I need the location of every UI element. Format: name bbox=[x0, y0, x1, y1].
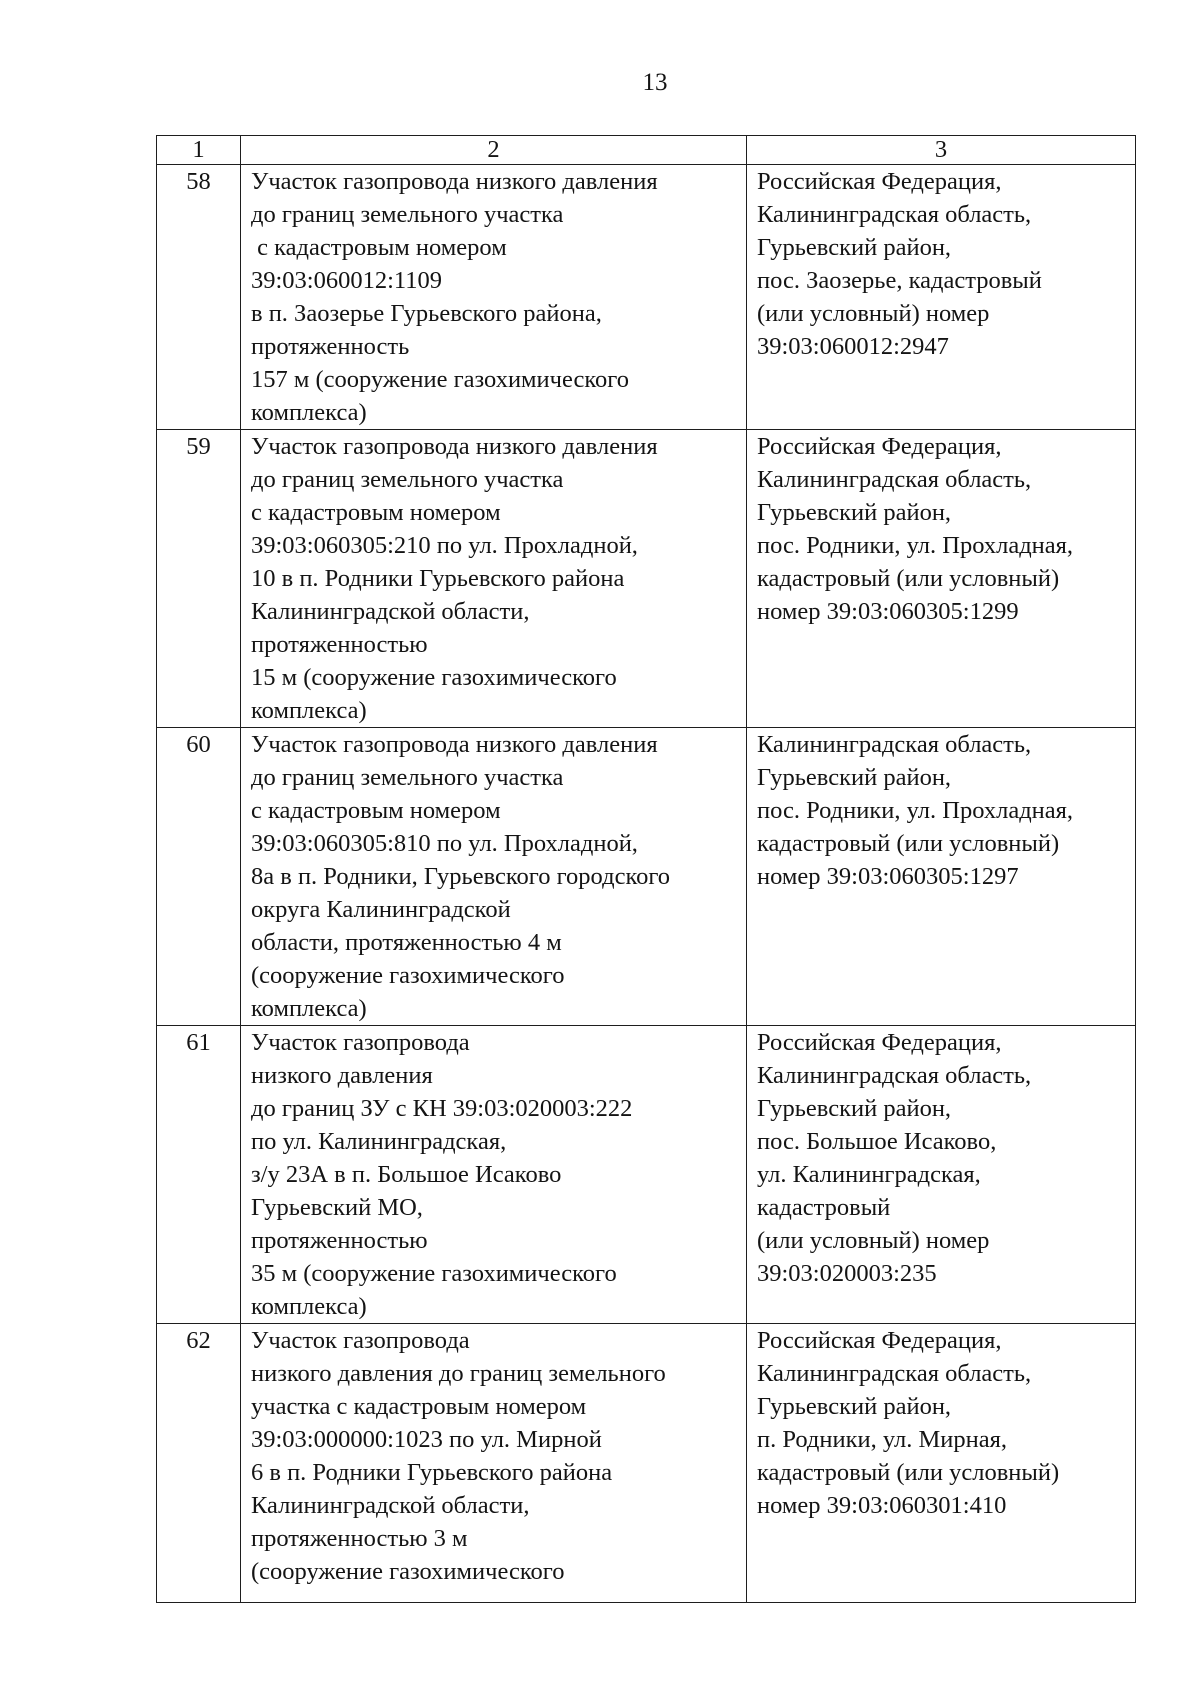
address-line: 39:03:060012:2947 bbox=[757, 333, 949, 360]
object-line: Участок газопровода bbox=[251, 1327, 470, 1354]
table-row bbox=[157, 165, 1136, 430]
object-line: (сооружение газохимического bbox=[251, 1558, 565, 1585]
header-col-1: 1 bbox=[157, 136, 241, 165]
table-row bbox=[157, 1026, 1136, 1324]
object-line: протяженностью bbox=[251, 631, 428, 658]
object-line: низкого давления до границ земельного bbox=[251, 1360, 666, 1387]
header-col-2: 2 bbox=[241, 136, 747, 165]
address-line: кадастровый (или условный) bbox=[757, 565, 1060, 592]
object-line: протяженность bbox=[251, 333, 410, 360]
address-line: Российская Федерация, bbox=[757, 433, 1002, 460]
object-line: Калининградской области, bbox=[251, 598, 530, 625]
object-line: комплекса) bbox=[251, 1293, 367, 1320]
address-line: Российская Федерация, bbox=[757, 168, 1002, 195]
object-line: 157 м (сооружение газохимического bbox=[251, 366, 629, 393]
page-number: 13 bbox=[642, 69, 668, 96]
address-line: кадастровый (или условный) bbox=[757, 830, 1060, 857]
address-line: пос. Большое Исаково, bbox=[757, 1128, 997, 1155]
address-line: (или условный) номер bbox=[757, 1227, 990, 1254]
object-line: 39:03:060305:810 по ул. Прохладной, bbox=[251, 830, 638, 857]
object-line: Участок газопровода низкого давления bbox=[251, 731, 658, 758]
object-line: по ул. Калининградская, bbox=[251, 1128, 507, 1155]
address-line: кадастровый bbox=[757, 1194, 891, 1221]
row-number: 59 bbox=[186, 433, 211, 460]
object-line: Участок газопровода низкого давления bbox=[251, 168, 658, 195]
address-line: Гурьевский район, bbox=[757, 1393, 952, 1420]
address-line: ул. Калининградская, bbox=[757, 1161, 981, 1188]
object-line: с кадастровым номером bbox=[251, 499, 501, 526]
object-line: в п. Заозерье Гурьевского района, bbox=[251, 300, 602, 327]
object-description-cell bbox=[241, 1324, 747, 1603]
row-number-cell bbox=[157, 430, 241, 728]
object-line: с кадастровым номером bbox=[251, 234, 507, 261]
row-number-cell bbox=[157, 1324, 241, 1603]
row-number: 60 bbox=[186, 731, 211, 758]
object-line: комплекса) bbox=[251, 697, 367, 724]
object-line: 15 м (сооружение газохимического bbox=[251, 664, 617, 691]
address-line: п. Родники, ул. Мирная, bbox=[757, 1426, 1008, 1453]
object-line: 39:03:060012:1109 bbox=[251, 267, 443, 294]
table-header-row bbox=[157, 136, 1136, 165]
address-line: Калининградская область, bbox=[757, 1062, 1032, 1089]
address-line: Гурьевский район, bbox=[757, 234, 952, 261]
object-line: комплекса) bbox=[251, 995, 367, 1022]
object-line: с кадастровым номером bbox=[251, 797, 501, 824]
object-line: 35 м (сооружение газохимического bbox=[251, 1260, 617, 1287]
address-line: Гурьевский район, bbox=[757, 499, 952, 526]
object-line: 8а в п. Родники, Гурьевского городского bbox=[251, 863, 671, 890]
address-line: Калининградская область, bbox=[757, 466, 1032, 493]
address-line: пос. Родники, ул. Прохладная, bbox=[757, 797, 1074, 824]
address-line: Гурьевский район, bbox=[757, 1095, 952, 1122]
object-description-cell bbox=[241, 430, 747, 728]
address-line: Российская Федерация, bbox=[757, 1327, 1002, 1354]
object-line: низкого давления bbox=[251, 1062, 433, 1089]
object-line: участка с кадастровым номером bbox=[251, 1393, 587, 1420]
address-cell bbox=[747, 430, 1136, 728]
object-line: Участок газопровода низкого давления bbox=[251, 433, 658, 460]
object-line: до границ земельного участка bbox=[251, 201, 564, 228]
address-line: (или условный) номер bbox=[757, 300, 990, 327]
object-line: Калининградской области, bbox=[251, 1492, 530, 1519]
address-line: пос. Заозерье, кадастровый bbox=[757, 267, 1042, 294]
object-line: Гурьевский МО, bbox=[251, 1194, 423, 1221]
row-number-cell bbox=[157, 728, 241, 1026]
address-line: номер 39:03:060305:1299 bbox=[757, 598, 1019, 625]
table-row bbox=[157, 430, 1136, 728]
address-cell bbox=[747, 728, 1136, 1026]
object-line: до границ ЗУ с КН 39:03:020003:222 bbox=[251, 1095, 633, 1122]
header-col-3: 3 bbox=[747, 136, 1136, 165]
object-description-cell bbox=[241, 165, 747, 430]
row-number-cell bbox=[157, 165, 241, 430]
address-cell bbox=[747, 1324, 1136, 1603]
object-line: 39:03:060305:210 по ул. Прохладной, bbox=[251, 532, 638, 559]
registry-table bbox=[156, 135, 1136, 1603]
object-line: округа Калининградской bbox=[251, 896, 511, 923]
object-line: (сооружение газохимического bbox=[251, 962, 565, 989]
address-line: Гурьевский район, bbox=[757, 764, 952, 791]
address-cell bbox=[747, 165, 1136, 430]
row-number-cell bbox=[157, 1026, 241, 1324]
object-line: протяженностью 3 м bbox=[251, 1525, 468, 1552]
row-number: 58 bbox=[186, 168, 211, 195]
address-cell bbox=[747, 1026, 1136, 1324]
object-line: до границ земельного участка bbox=[251, 764, 564, 791]
address-line: пос. Родники, ул. Прохладная, bbox=[757, 532, 1074, 559]
row-number: 62 bbox=[186, 1327, 211, 1354]
table-row bbox=[157, 728, 1136, 1026]
object-line: 6 в п. Родники Гурьевского района bbox=[251, 1459, 613, 1486]
object-line: протяженностью bbox=[251, 1227, 428, 1254]
address-line: Калининградская область, bbox=[757, 201, 1032, 228]
address-line: 39:03:020003:235 bbox=[757, 1260, 937, 1287]
object-description-cell bbox=[241, 1026, 747, 1324]
address-line: Российская Федерация, bbox=[757, 1029, 1002, 1056]
object-line: 10 в п. Родники Гурьевского района bbox=[251, 565, 625, 592]
table-row bbox=[157, 1324, 1136, 1603]
object-description-cell bbox=[241, 728, 747, 1026]
object-line: Участок газопровода bbox=[251, 1029, 470, 1056]
address-line: номер 39:03:060301:410 bbox=[757, 1492, 1007, 1519]
object-line: з/у 23А в п. Большое Исаково bbox=[251, 1161, 562, 1188]
object-line: области, протяженностью 4 м bbox=[251, 929, 562, 956]
row-number: 61 bbox=[186, 1029, 211, 1056]
address-line: Калининградская область, bbox=[757, 731, 1032, 758]
object-line: комплекса) bbox=[251, 399, 367, 426]
object-line: 39:03:000000:1023 по ул. Мирной bbox=[251, 1426, 602, 1453]
address-line: Калининградская область, bbox=[757, 1360, 1032, 1387]
address-line: кадастровый (или условный) bbox=[757, 1459, 1060, 1486]
object-line: до границ земельного участка bbox=[251, 466, 564, 493]
address-line: номер 39:03:060305:1297 bbox=[757, 863, 1019, 890]
